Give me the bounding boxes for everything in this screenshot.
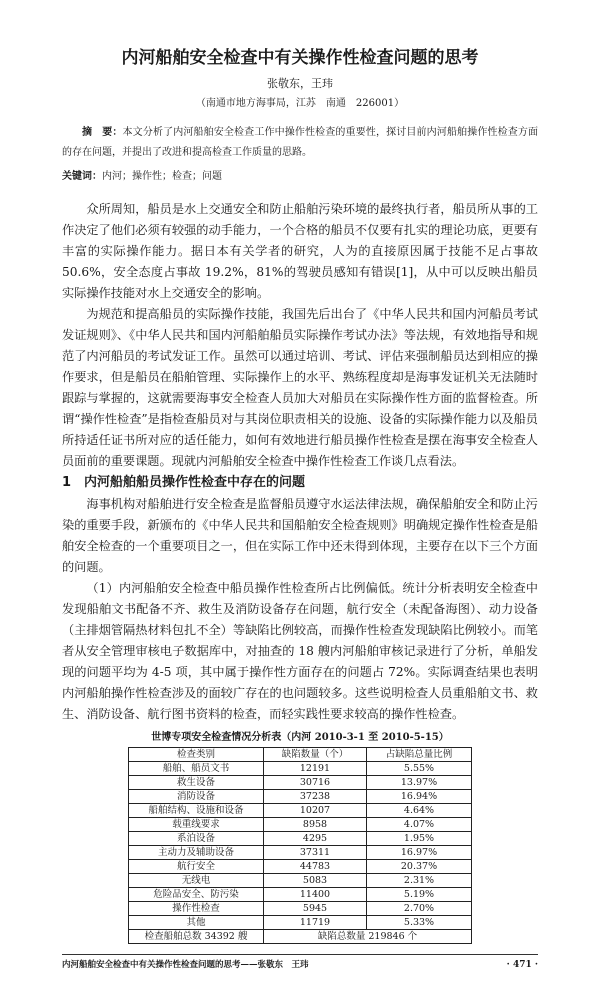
table-row: [129, 874, 472, 888]
table-cell: 12191: [264, 762, 367, 776]
running-footer: 内河船舶安全检查中有关操作性检查问题的思考——张敬东 王玮: [62, 960, 309, 970]
authors: 张敬东，王玮: [267, 77, 333, 90]
paragraph: 众所周知，船员是水上交通安全和防止船舶污染环境的最终执行者，船员所从事的工作决定了他们必须有较强的动手能力，一个合格的船员不仅要有扎实的理论功底，更要有丰富的实际操作能力。据日本有关学者的研究，人为的直接原因属于技能不足占事故 50.6%，安全态度占事故 19.2%，81%的驾驶员感知有错误[1]，从中可以反映出船员实际操作技能对水上交通安全的影响。: [62, 202, 538, 300]
total-defects: 缺陷总数量 219846 个: [264, 930, 472, 944]
table-cell: 4.07%: [367, 818, 472, 832]
table-cell: 5945: [264, 902, 367, 916]
table-cell: 主动力及辅助设备: [129, 846, 264, 860]
total-ships: 检查船舶总数 34392 艘: [129, 930, 264, 944]
table-cell: 44783: [264, 860, 367, 874]
paper-title: 内河船舶安全检查中有关操作性检查问题的思考: [121, 48, 479, 68]
table-cell: 30716: [264, 776, 367, 790]
table-cell: 航行安全: [129, 860, 264, 874]
table-row: [129, 832, 472, 846]
table-cell: 5083: [264, 874, 367, 888]
header-cell: 占缺陷总量比例: [367, 748, 472, 762]
table-cell: 1.95%: [367, 832, 472, 846]
table-cell: 2.31%: [367, 874, 472, 888]
keywords-label: 关键词：: [62, 171, 102, 182]
table-row: [129, 776, 472, 790]
table-cell: 5.33%: [367, 916, 472, 930]
table-cell: 2.70%: [367, 902, 472, 916]
table-cell: 10207: [264, 804, 367, 818]
paragraph: 海事机构对船舶进行安全检查是监督船员遵守水运法律法规，确保船舶安全和防止污染的重要手段，新颁布的《中华人民共和国船舶安全检查规则》明确规定操作性检查是船舶安全检查的一个重要项目之一，但在实际工作中还未得到体现，主要存在以下三个方面的问题。: [62, 497, 538, 574]
table-cell: 37238: [264, 790, 367, 804]
table-cell: 无线电: [129, 874, 264, 888]
table-cell: 载重线要求: [129, 818, 264, 832]
table-cell: 救生设备: [129, 776, 264, 790]
defect-table: [128, 747, 472, 944]
table-cell: 危险品安全、防污染: [129, 888, 264, 902]
table-cell: 4295: [264, 832, 367, 846]
table-row: [129, 818, 472, 832]
table-total-row: [129, 930, 472, 944]
abstract-text: 本文分析了内河船舶安全检查工作中操作性检查的重要性，探讨目前内河船舶操作性检查方面的存在问题，并提出了改进和提高检查工作质量的思路。: [62, 127, 539, 158]
footer-bar: [62, 954, 538, 971]
keywords-text: 内河；操作性；检查；问题: [102, 171, 222, 182]
table-cell: 8958: [264, 818, 367, 832]
table-row: [129, 804, 472, 818]
table-cell: 操作性检查: [129, 902, 264, 916]
table-header-row: [129, 748, 472, 762]
table-cell: 系泊设备: [129, 832, 264, 846]
page-number: · 471 ·: [506, 960, 538, 970]
section-heading: 1 内河船舶船员操作性检查中存在的问题: [62, 475, 306, 490]
table-row: [129, 762, 472, 776]
table-cell: 船舶结构、设施和设备: [129, 804, 264, 818]
affiliation: （南通市地方海事局，江苏 南通 226001）: [195, 98, 405, 109]
table-cell: 其他: [129, 916, 264, 930]
table-cell: 11400: [264, 888, 367, 902]
abstract: [62, 123, 538, 163]
table-cell: 13.97%: [367, 776, 472, 790]
abstract-label: 摘 要：: [82, 127, 123, 138]
table-cell: 4.64%: [367, 804, 472, 818]
table-row: [129, 790, 472, 804]
table-cell: 船舶、船员文书: [129, 762, 264, 776]
body-text: [62, 199, 538, 725]
table-cell: 5.55%: [367, 762, 472, 776]
table-cell: 16.97%: [367, 846, 472, 860]
table-cell: 5.19%: [367, 888, 472, 902]
paragraph: （1）内河船舶安全检查中船员操作性检查所占比例偏低。统计分析表明安全检查中发现船舶文书配备不齐、救生及消防设备存在问题，航行安全（未配备海图）、动力设备（主排烟管隔热材料包扎不全）等缺陷比例较高，而操作性检查发现缺陷比例较小。而笔者从安全管理审核电子数据库中，对抽查的 18 艘内河船舶审核记录进行了分析，单船发现的问题平均为 4-5 项，其中属于操作性方面存在的问题占 72%。实际调查结果也表明内河船舶操作性检查涉及的面较广存在的也问题较多。这些说明检查人员重船舶文书、救生、消防设备、航行图书资料的检查，而轻实践性要求较高的操作性检查。: [62, 581, 538, 721]
table-cell: 16.94%: [367, 790, 472, 804]
table-cell: 37311: [264, 846, 367, 860]
table-caption: 世博专项安全检查情况分析表（内河 2010-3-1 至 2010-5-15）: [151, 732, 449, 743]
table-row: [129, 888, 472, 902]
keywords: [62, 169, 538, 185]
table-cell: 20.37%: [367, 860, 472, 874]
table-row: [129, 902, 472, 916]
table-cell: 11719: [264, 916, 367, 930]
table-row: [129, 916, 472, 930]
table-row: [129, 846, 472, 860]
header-cell: 检查类别: [129, 748, 264, 762]
header-cell: 缺陷数量（个）: [264, 748, 367, 762]
paragraph: 为规范和提高船员的实际操作技能，我国先后出台了《中华人民共和国内河船员考试发证规则》、《中华人民共和国内河船舶船员实际操作考试办法》等法规，有效地指导和规范了内河船员的考试发证工作。虽然可以通过培训、考试、评估来强制船员达到相应的操作要求，但是船员在船舶管理、实际操作上的水平、熟练程度却是海事发证机关无法随时跟踪与掌握的，这就需要海事安全检查人员加大对船员在实际操作性方面的监督检查。所谓“操作性检查”是指检查船员对与其岗位职责相关的设施、设备的实际操作能力以及船员所持适任证书所对应的适任能力，如何有效地进行船员操作性检查是摆在海事安全检查人员面前的重要课题。现就内河船舶安全检查中操作性检查工作谈几点看法。: [62, 307, 538, 468]
table-row: [129, 860, 472, 874]
table-cell: 消防设备: [129, 790, 264, 804]
